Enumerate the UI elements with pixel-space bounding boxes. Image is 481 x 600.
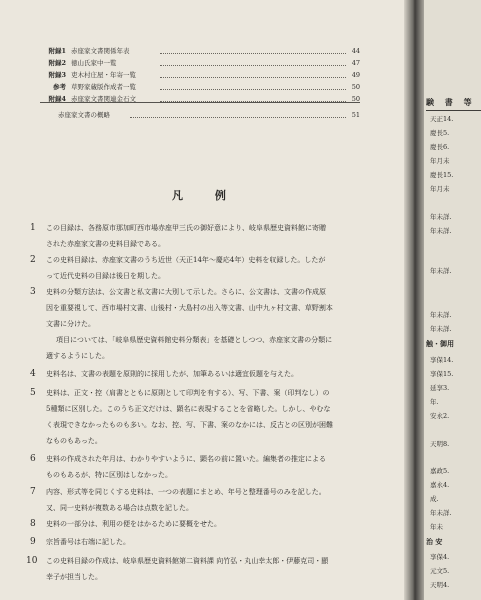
toc-leader — [160, 65, 346, 66]
right-page-row: 年未詳. — [430, 227, 452, 235]
right-page-section: 触・御用 — [426, 339, 454, 348]
note-number: 2 — [30, 255, 36, 265]
toc-entry — [40, 81, 360, 93]
note-line: 史料名は、文書の表題を原則的に採用したが、加筆あるいは適宜仮題を与えた。 — [46, 370, 298, 378]
right-page-row: 慶長15. — [430, 171, 454, 179]
right-page-row: 年未詳. — [430, 213, 452, 221]
right-page-row: 享保4. — [430, 553, 450, 561]
right-page-section: 治 安 — [426, 537, 443, 546]
note-number: 9 — [30, 537, 36, 547]
toc-entry — [40, 69, 360, 81]
toc-leader — [160, 89, 346, 90]
toc-leader — [160, 77, 346, 78]
note-line: 宗旨番号は右端に記した。 — [46, 538, 130, 546]
toc-title: 吏木村庄屋・年寄一覧 — [71, 71, 136, 79]
note-number: 7 — [30, 487, 36, 497]
right-page-row: 年未詳. — [430, 267, 452, 275]
right-page-row: 享保14. — [430, 356, 454, 364]
note-line: 5種類に区別した。このうち正文だけは、顕名に表現することを省略した。しかし、やむな — [46, 405, 331, 413]
note-line: 文書に分けた。 — [46, 320, 95, 328]
toc-page-number: 51 — [351, 111, 360, 119]
note-number: 10 — [26, 556, 38, 566]
right-page-row: 慶長6. — [430, 143, 450, 151]
right-page-row: 享保15. — [430, 370, 454, 378]
note-line: 史料の分類方法は、公文書と私文書に大別して示した。さらに、公文書は、文書の作成原 — [46, 288, 326, 296]
book-gutter — [404, 0, 424, 600]
right-page-row: 嘉永4. — [430, 481, 450, 489]
note-line: この史料目録は、赤座家文書のうち近世（天正14年～慶応4年）史料を収録した。したが — [46, 256, 326, 264]
right-page-row: 成. — [430, 495, 439, 503]
toc-entry — [40, 45, 360, 57]
right-page-row: 天明8. — [430, 440, 450, 448]
note-line: 史料の一部分は、利用の便をはかるために要概をせた。 — [46, 520, 221, 528]
note-number: 1 — [30, 223, 36, 233]
note-number: 5 — [30, 388, 36, 398]
note-number: 6 — [30, 454, 36, 464]
toc-title: 赤座家文書関係年表 — [71, 47, 130, 55]
toc-entry — [40, 57, 360, 69]
right-page-row: 年. — [430, 398, 439, 406]
right-page-row: 嘉政5. — [430, 467, 450, 475]
note-line: 史料の作成された年月は、わかりやすいように、顕名の前に置いた。編集者の推定による — [46, 455, 326, 463]
note-number: 8 — [30, 519, 36, 529]
toc-label: 附録1 — [48, 47, 66, 55]
toc-page-number: 49 — [351, 71, 360, 79]
right-page-row: 年未詳. — [430, 311, 452, 319]
right-page — [424, 0, 481, 600]
toc-divider — [40, 102, 360, 103]
note-line: 又、同一史料が複数ある場合は点数を記した。 — [46, 504, 193, 512]
toc-leader — [160, 53, 346, 54]
right-page-row: 天正14. — [430, 115, 454, 123]
note-line: 史料は、正文・控（肩書とともに原則として印判を有する）、写、下書、案（印判なし）の — [46, 389, 330, 397]
toc-page-number: 47 — [351, 59, 360, 67]
toc-leader — [130, 117, 346, 118]
note-line: なものもあった。 — [46, 437, 102, 445]
toc-title: 赤座家文書の概略 — [58, 111, 110, 119]
toc-label: 参考 — [53, 83, 66, 91]
toc-page-number: 50 — [351, 95, 360, 103]
toc-entry — [50, 109, 360, 121]
page-heading: 凡 例 — [172, 189, 240, 202]
note-number: 3 — [30, 287, 36, 297]
note-line: この目録は、各務原市那加町西市場赤座甲三氏の御好意により、岐阜県歴史資料館に寄贈 — [46, 224, 326, 232]
right-page-rule — [426, 110, 481, 111]
note-line: 項目については、「岐阜県歴史資料館史料分類表」を基礎としつつ、赤座家文書の分類に — [56, 336, 333, 344]
toc-title: 草野家蔵版作成者一覧 — [71, 83, 136, 91]
right-page-row: 安永2. — [430, 412, 450, 420]
note-line: ものもあるが、特に区別はしなかった。 — [46, 471, 172, 479]
toc-label: 附録2 — [48, 59, 66, 67]
right-page-row: 年未詳. — [430, 325, 452, 333]
right-page-row: 年月未 — [430, 157, 450, 165]
note-line: 因を重要視して、西市場村文書、山後村・大島村の出入等文書、山中九ヶ村文書、草野割本 — [46, 304, 333, 312]
right-page-row: 天明4. — [430, 581, 450, 589]
right-page-row: 年未 — [430, 523, 443, 531]
note-number: 4 — [30, 369, 36, 379]
toc-page-number: 44 — [351, 47, 360, 55]
note-line: 幸子が担当した。 — [46, 573, 102, 581]
note-line: く表現できなかったものも多い。なお、控、写、下書、案のなかには、反古との区別が困難 — [46, 421, 333, 429]
toc-label: 附録3 — [48, 71, 66, 79]
toc-page-number: 50 — [351, 83, 360, 91]
right-page-heading: 験 書 等 — [426, 97, 476, 107]
toc-entry — [40, 93, 360, 105]
toc-title: 徳山氏家中一覧 — [71, 59, 117, 67]
right-page-row: 年未詳. — [430, 509, 452, 517]
note-line: って近代史料の目録は後日を期した。 — [46, 272, 165, 280]
right-page-row: 元文5. — [430, 567, 450, 575]
note-line: された赤座家文書の史料目録である。 — [46, 240, 165, 248]
note-line: 適するようにした。 — [46, 352, 109, 360]
note-line: この史料目録の作成は、岐阜県歴史資料館第二資料課 向竹弘・丸山幸太郎・伊藤克司・顯 — [46, 557, 329, 565]
right-page-row: 年月未 — [430, 185, 450, 193]
right-page-row: 慶長5. — [430, 129, 450, 137]
note-line: 内容、形式等を同じくする史料は、一つの表題にまとめ、年号と整理番号のみを記した。 — [46, 488, 326, 496]
toc-title: 赤座家文書関連金石文 — [71, 95, 136, 103]
right-page-row: 延享3. — [430, 384, 450, 392]
toc-label: 附録4 — [48, 95, 66, 103]
